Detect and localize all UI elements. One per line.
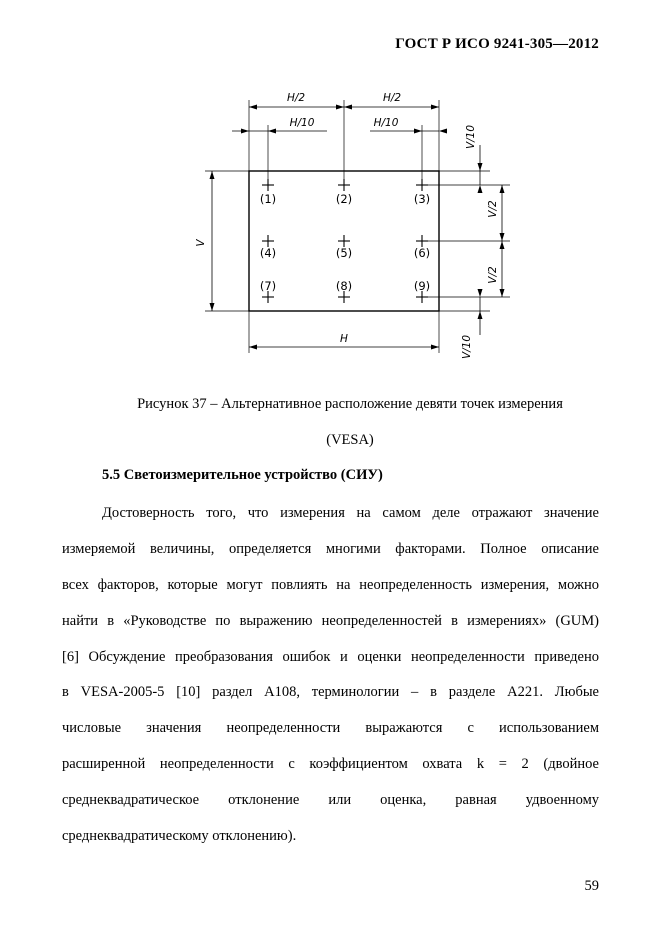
label-v-half-top: V/2	[487, 200, 499, 218]
arrow-head	[210, 303, 215, 311]
body-paragraph	[62, 499, 599, 858]
arrow-head	[241, 129, 249, 134]
section-heading: 5.5 Светоизмерительное устройство (СИУ)	[102, 467, 383, 483]
paragraph-line: измеряемой величины, определяется многими факторами. Полное описание	[62, 540, 599, 557]
label-v-half-bottom: V/2	[487, 266, 499, 284]
paragraph-line: числовые значения неопределенности выражаются с использованием	[62, 720, 599, 737]
cross-marker	[416, 179, 428, 191]
label-v: V	[195, 239, 207, 247]
arrow-head	[249, 345, 257, 350]
point-label: (1)	[259, 192, 277, 206]
paragraph-line: всех факторов, которые могут повлиять на неопределенность измерения, можно	[62, 576, 599, 593]
arrow-head	[344, 105, 352, 110]
paragraph-line: среднеквадратическое отклонение или оценка, равная удвоенному	[62, 792, 599, 809]
label-v-tenth-bottom: V/10	[461, 334, 473, 360]
point-label: (5)	[335, 246, 353, 260]
arrow-head	[500, 241, 505, 249]
paragraph-line: Достоверность того, что измерения на самом деле отражают значение	[102, 505, 599, 521]
arrow-head	[431, 105, 439, 110]
arrow-head	[500, 233, 505, 241]
label-h-half-right: H/2	[382, 92, 402, 104]
point-label: (7)	[259, 279, 277, 293]
measurement-points-figure	[190, 85, 530, 375]
arrow-head	[268, 129, 276, 134]
arrow-head	[478, 185, 483, 193]
arrow-head	[431, 345, 439, 350]
point-label: (4)	[259, 246, 277, 260]
arrow-head	[478, 289, 483, 297]
paragraph-line: в VESA-2005-5 [10] раздел A108, терминологии – в разделе A221. Любые	[62, 684, 599, 701]
cross-marker	[338, 179, 350, 191]
point-label: (2)	[335, 192, 353, 206]
figure-caption-continuation: (VESA)	[326, 432, 374, 448]
label-h-tenth-right: H/10	[373, 117, 399, 129]
arrow-head	[249, 105, 257, 110]
paragraph-line: расширенной неопределенности с коэффициентом охвата k = 2 (двойное	[62, 756, 599, 773]
arrow-head	[336, 105, 344, 110]
paragraph-line: среднеквадратическому отклонению).	[62, 828, 297, 845]
arrow-head	[210, 171, 215, 179]
label-h: H	[340, 333, 348, 345]
arrow-head	[500, 185, 505, 193]
arrow-head	[439, 129, 447, 134]
document-header: ГОСТ Р ИСО 9241-305—2012	[395, 36, 599, 52]
cross-marker	[262, 179, 274, 191]
figure-caption: Рисунок 37 – Альтернативное расположение девяти точек измерения	[137, 396, 563, 412]
point-label: (3)	[413, 192, 431, 206]
label-h-half-left: H/2	[286, 92, 306, 104]
point-label: (9)	[413, 279, 431, 293]
label-v-tenth-top: V/10	[465, 124, 477, 150]
arrow-head	[500, 289, 505, 297]
point-label: (6)	[413, 246, 431, 260]
label-h-tenth-left: H/10	[289, 117, 315, 129]
arrow-head	[478, 163, 483, 171]
arrow-head	[414, 129, 422, 134]
point-label: (8)	[335, 279, 353, 293]
paragraph-line: [6] Обсуждение преобразования ошибок и оценки неопределенности приведено	[62, 648, 599, 665]
measurement-diagram	[190, 85, 530, 375]
arrow-head	[478, 311, 483, 319]
page-number: 59	[584, 878, 599, 894]
paragraph-line: найти в «Руководстве по выражению неопределенностей в измерениях» (GUM)	[62, 612, 599, 629]
